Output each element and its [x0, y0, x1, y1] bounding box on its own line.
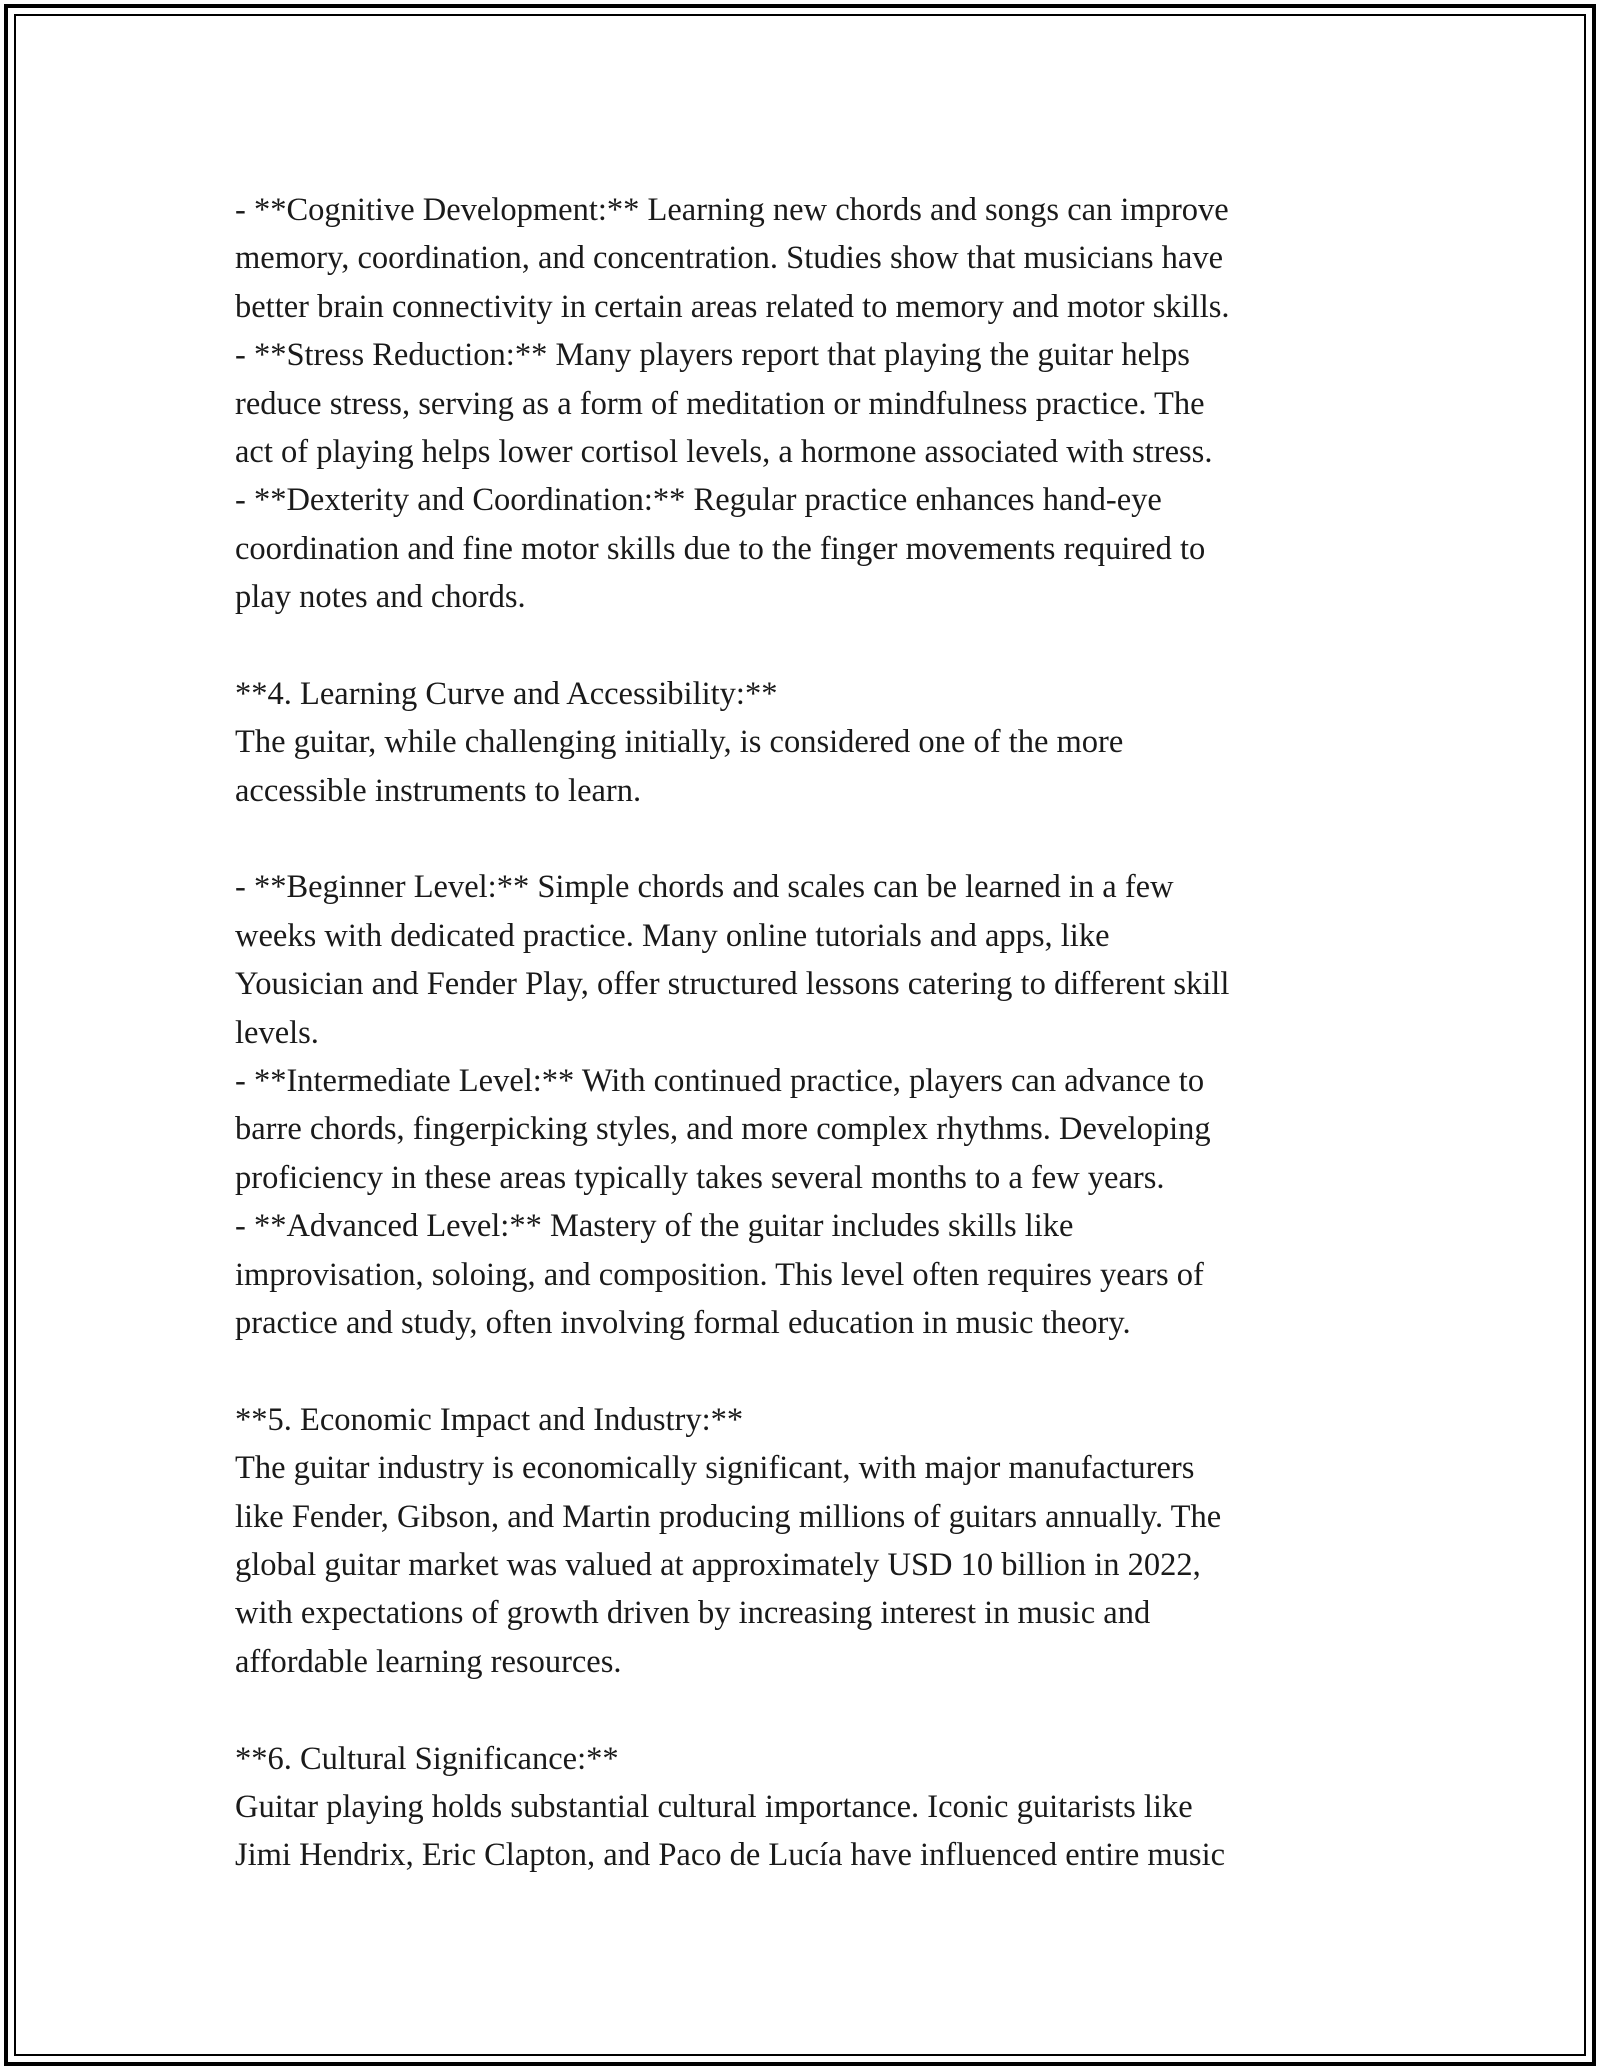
text-line: barre chords, fingerpicking styles, and more complex rhythms. Developing [235, 1111, 1211, 1148]
text-line: - **Stress Reduction:** Many players report that playing the guitar helps [235, 337, 1190, 374]
text-line: play notes and chords. [235, 579, 526, 616]
text-line: The guitar industry is economically significant, with major manufacturers [235, 1450, 1195, 1487]
text-line: - **Dexterity and Coordination:** Regular practice enhances hand-eye [235, 482, 1162, 519]
text-line: practice and study, often involving formal education in music theory. [235, 1304, 1131, 1341]
text-line: - **Intermediate Level:** With continued practice, players can advance to [235, 1063, 1205, 1100]
text-line: Guitar playing holds substantial cultural importance. Iconic guitarists like [235, 1788, 1193, 1825]
paragraph-gap [235, 1686, 1375, 1734]
paragraph-gap [235, 622, 1375, 670]
text-line: improvisation, soloing, and composition. This level often requires years of [235, 1256, 1204, 1293]
paragraph-gap [235, 1347, 1375, 1395]
paragraph-gap [235, 815, 1375, 863]
section-heading: **4. Learning Curve and Accessibility:** [235, 675, 778, 712]
text-line: coordination and fine motor skills due to the finger movements required to [235, 530, 1206, 567]
text-line: weeks with dedicated practice. Many online tutorials and apps, like [235, 917, 1110, 954]
text-line: reduce stress, serving as a form of meditation or mindfulness practice. The [235, 385, 1205, 422]
text-line: affordable learning resources. [235, 1643, 622, 1680]
text-line: memory, coordination, and concentration. Studies show that musicians have [235, 240, 1224, 277]
text-line: levels. [235, 1014, 319, 1051]
text-line: like Fender, Gibson, and Martin producing millions of guitars annually. The [235, 1498, 1222, 1535]
text-line: proficiency in these areas typically takes several months to a few years. [235, 1159, 1165, 1196]
text-line: - **Cognitive Development:** Learning new chords and songs can improve [235, 192, 1229, 228]
text-line: global guitar market was valued at approximately USD 10 billion in 2022, [235, 1546, 1201, 1583]
text-line: The guitar, while challenging initially, is considered one of the more [235, 724, 1124, 761]
text-line: Yousician and Fender Play, offer structured lessons catering to different skill [235, 966, 1230, 1003]
text-line: - **Advanced Level:** Mastery of the guitar includes skills like [235, 1208, 1074, 1245]
section-heading: **6. Cultural Significance:** [235, 1740, 619, 1777]
text-line: Jimi Hendrix, Eric Clapton, and Paco de Lucía have influenced entire music [235, 1837, 1226, 1874]
document-body [235, 186, 1375, 1880]
text-line: - **Beginner Level:** Simple chords and scales can be learned in a few [235, 869, 1174, 906]
text-line: with expectations of growth driven by increasing interest in music and [235, 1595, 1151, 1632]
text-line: better brain connectivity in certain areas related to memory and motor skills. [235, 288, 1230, 325]
section-heading: **5. Economic Impact and Industry:** [235, 1401, 744, 1438]
text-line: accessible instruments to learn. [235, 772, 642, 809]
text-line: act of playing helps lower cortisol levels, a hormone associated with stress. [235, 433, 1213, 470]
